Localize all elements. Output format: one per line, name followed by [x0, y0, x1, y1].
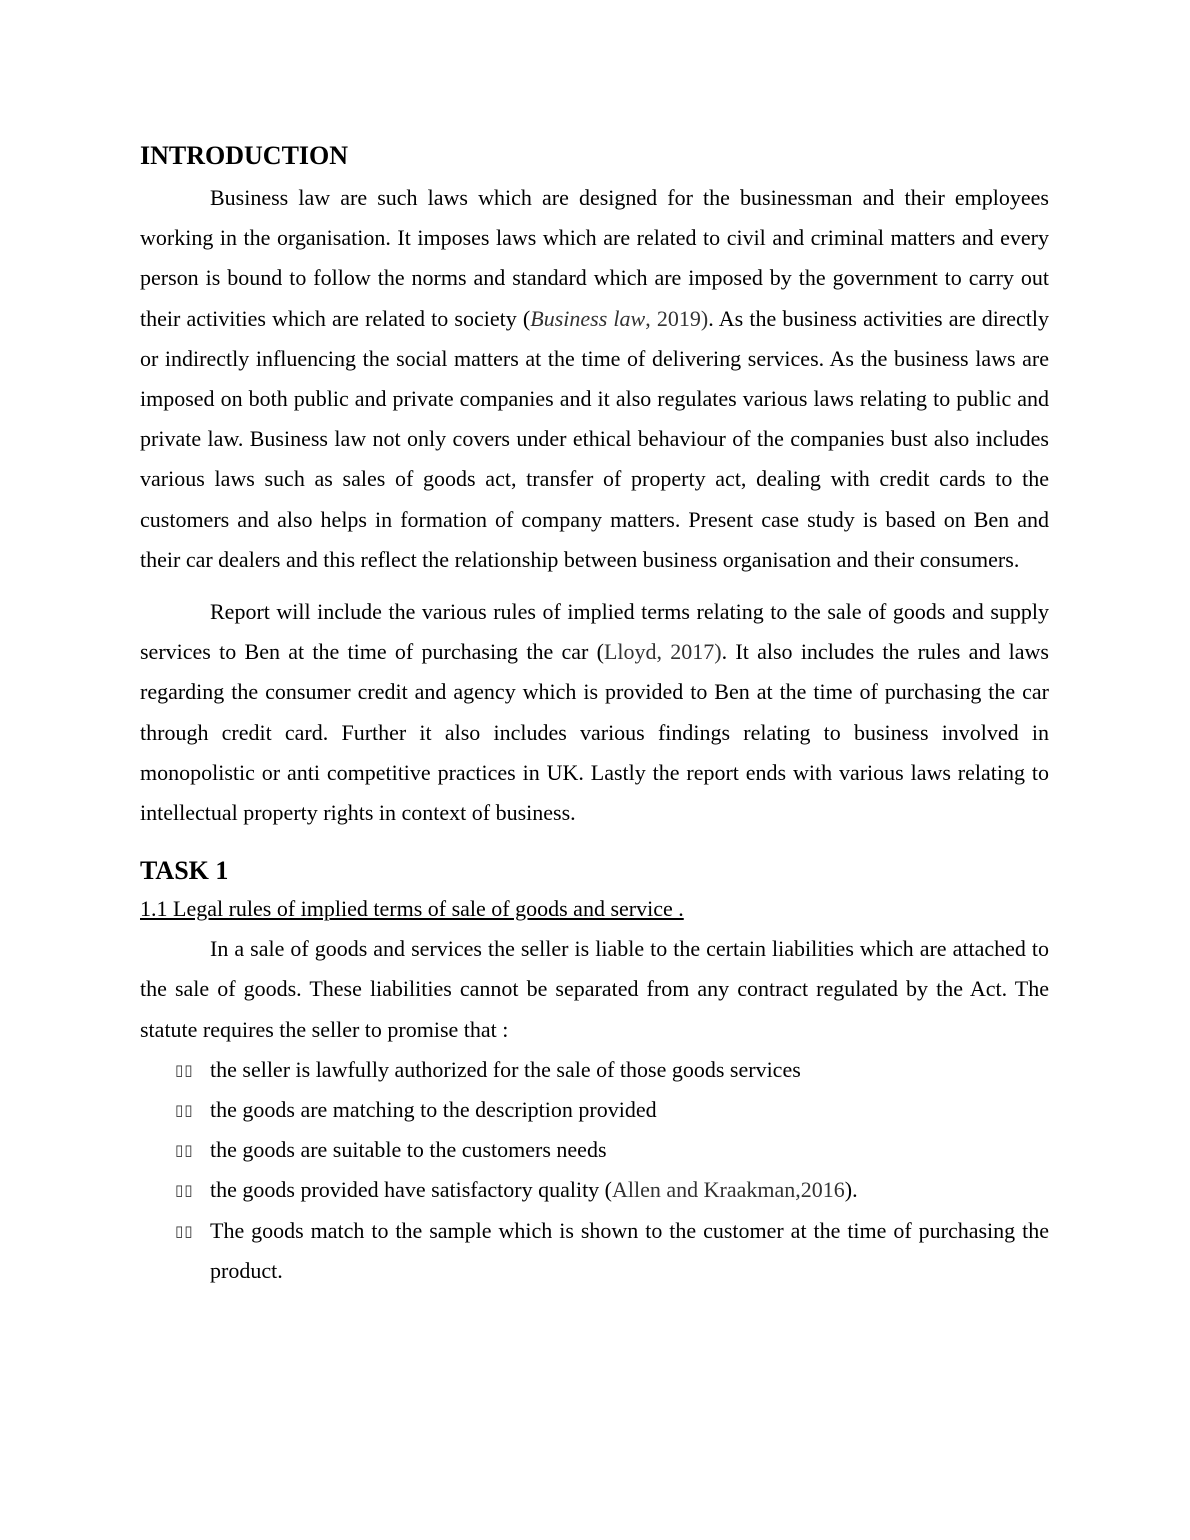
intro-p1-text-after: . As the business activities are directly or indirectly influencing the social matters at the time of delivering services. As the business laws are imposed on both public and private companies and it also regulates various laws relating to public and private law. Business law not only covers under ethical behaviour of the companies bust also includes various laws such as sales of goods act, transfer of property act, dealing with credit cards to the customers and also helps in formation of company matters. Present case study is based on Ben and their car dealers and this reflect the relationship between business organisation and their consumers. [140, 305, 1050, 572]
introduction-heading: INTRODUCTION [140, 141, 349, 170]
intro-p2-text-before: Report will include the various rules of implied terms relating to the sale of goods and supply services to Ben at the time of purchasing the car ( [140, 599, 1049, 665]
bullet-icon: ▯▯ [175, 1060, 194, 1079]
document-page [140, 138, 1049, 1291]
task1-heading: TASK 1 [140, 856, 229, 886]
list-item: ▯▯ the goods are suitable to the customers needs [140, 1130, 1049, 1170]
citation-business-law [530, 306, 708, 331]
intro-paragraph-2 [140, 592, 1049, 833]
bullet-icon: ▯▯ [175, 1101, 194, 1120]
list-item: ▯▯ the goods are matching to the description provided [140, 1090, 1049, 1130]
citation-allen-kraakman: Allen and Kraakman,2016 [612, 1177, 845, 1203]
intro-p1-text-before: Business law are such laws which are designed for the businessman and their employees working in the organisation. It imposes laws which are related to civil and criminal matters and every person is bound to follow the norms and standard which are imposed by the government to carry out their activities which are related to society ( [140, 185, 1049, 331]
task1-subheading: 1.1 Legal rules of implied terms of sale of goods and service . [140, 896, 684, 922]
citation-italic: Business law [530, 305, 646, 331]
bullet-icon: ▯▯ [175, 1141, 194, 1160]
bullet-icon: ▯▯ [175, 1181, 194, 1200]
bullet-icon: ▯▯ [175, 1221, 194, 1240]
implied-terms-list [140, 1050, 1049, 1291]
intro-p2-text-after: . It also includes the rules and laws regarding the consumer credit and agency which is provided to Ben at the time of purchasing the car through credit card. Further it also includes various findings relating to business involved in monopolistic or anti competitive practices in UK. Lastly the report ends with various laws relating to intellectual property rights in context of business. [140, 639, 1049, 826]
citation-year: , 2019) [645, 305, 709, 331]
list-item: ▯▯ the seller is lawfully authorized for the sale of those goods services [140, 1050, 1049, 1090]
list-item: ▯▯ the goods provided have satisfactory quality (Allen and Kraakman,2016). [140, 1170, 1049, 1210]
intro-paragraph-1 [140, 178, 1049, 580]
list-item: ▯▯ The goods match to the sample which is shown to the customer at the time of purchasing the product. [140, 1211, 1049, 1291]
task1-paragraph-1: In a sale of goods and services the seller is liable to the certain liabilities which are attached to the sale of goods. These liabilities cannot be separated from any contract regulated by the Act. The statute requires the seller to promise that : [140, 936, 1049, 1042]
citation-lloyd: Lloyd, 2017) [603, 639, 722, 665]
